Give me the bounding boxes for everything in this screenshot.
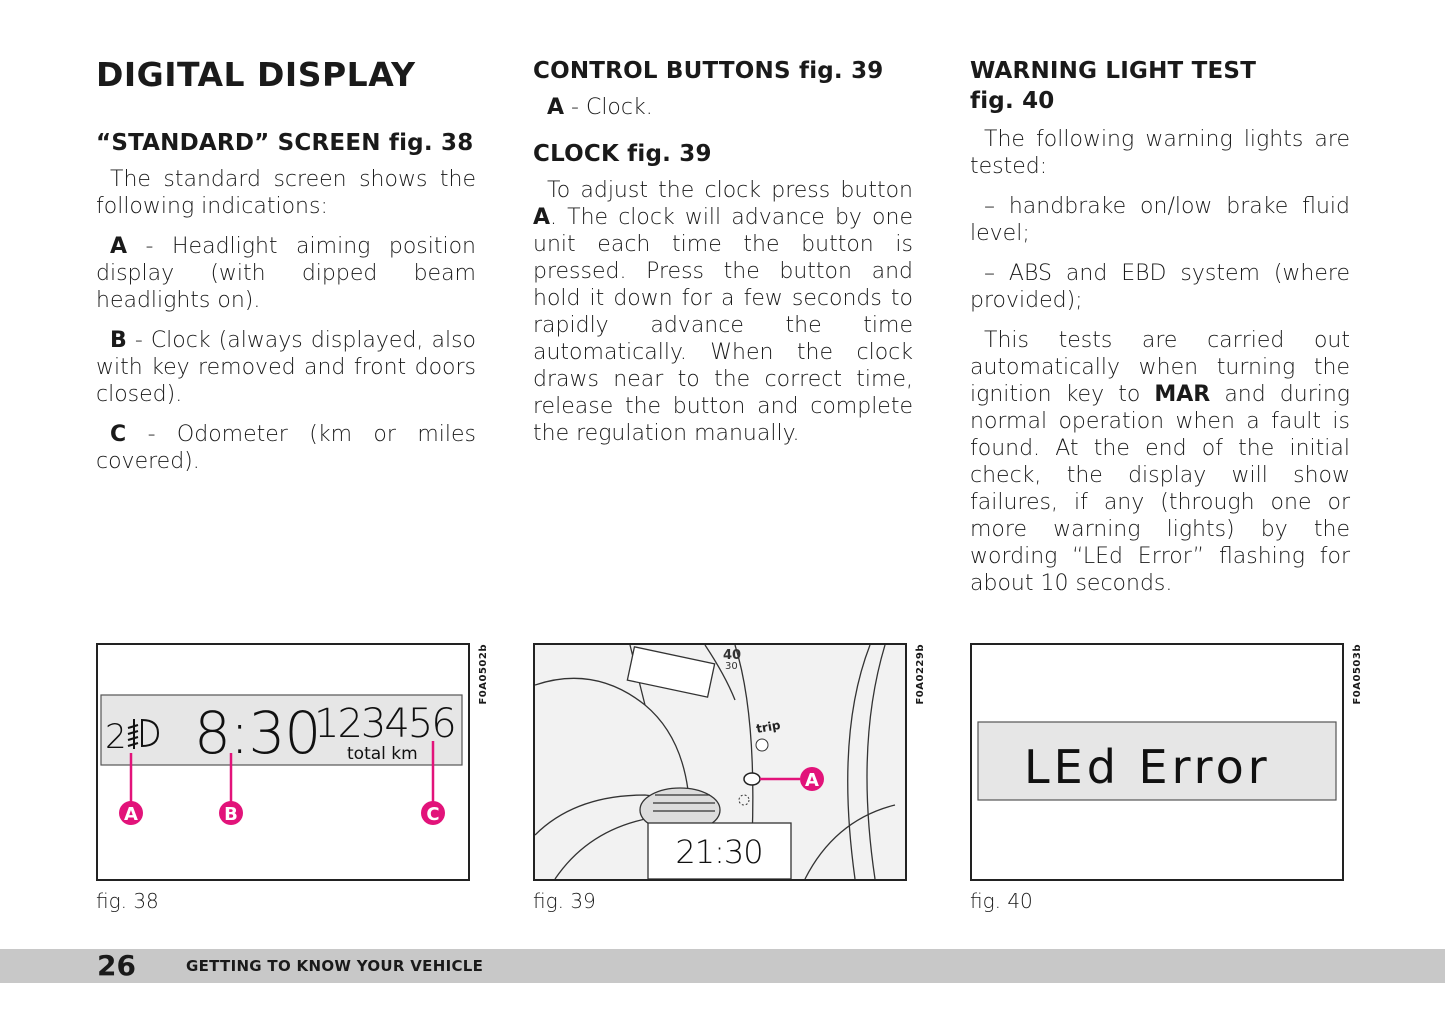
warning-heading-line1: WARNING LIGHT TEST — [970, 58, 1257, 84]
column-control-buttons — [533, 56, 913, 460]
column-warning-light-test — [970, 56, 1350, 610]
gauge-label-40: 40 — [723, 648, 742, 663]
clock-display-value: 21:30 — [675, 833, 763, 871]
figure-39-caption: fig. 39 — [533, 889, 596, 913]
warning-item-handbrake: – handbrake on/low brake fluid level; — [970, 194, 1350, 246]
control-buttons-heading: CONTROL BUTTONS fig. 39 — [533, 58, 884, 84]
warning-paragraph — [970, 327, 1350, 597]
item-a-key: A — [110, 234, 128, 259]
item-b — [96, 327, 476, 408]
odometer-unit: total km — [347, 744, 418, 764]
callout-a-label: A — [124, 804, 138, 825]
clock-button-icon — [744, 773, 760, 785]
warning-light-heading — [970, 56, 1350, 116]
figure-40-drawing — [972, 645, 1342, 879]
page-title: DIGITAL DISPLAY — [96, 55, 416, 94]
figure-38-code: F0A0502b — [478, 644, 489, 705]
control-button-a-key: A — [547, 95, 565, 120]
figure-39-code: F0A0229b — [915, 644, 926, 705]
figure-39 — [533, 643, 907, 881]
clock-para-end: . The clock will advance by one unit each time the button is pressed. Press the button and hold it down for a few seconds to rapidly advance the time automatically. When the clock draws near to the correct time, release the button and complete the regulation manually. — [533, 205, 913, 446]
warning-para-start: This tests are carried out automatically when turning the ignition key to — [970, 328, 1350, 407]
figure-38 — [96, 643, 470, 881]
footer-section-title: GETTING TO KNOW YOUR VEHICLE — [186, 957, 484, 975]
trip-label: trip — [755, 717, 782, 736]
standard-screen-intro: The standard screen shows the following indications: — [96, 167, 476, 219]
headlight-level-value: 2 — [105, 717, 127, 757]
figure-39-drawing — [535, 645, 905, 879]
warning-item-abs: – ABS and EBD system (where provided); — [970, 261, 1350, 313]
warning-para-key: MAR — [1154, 382, 1211, 407]
figure-40-caption: fig. 40 — [970, 889, 1033, 913]
led-error-text: LEd Error — [1024, 740, 1271, 794]
item-c-key: C — [110, 422, 127, 447]
clock-paragraph — [533, 177, 913, 447]
gauge-label-30: 30 — [725, 661, 738, 672]
control-button-a — [533, 94, 913, 121]
item-a — [96, 233, 476, 314]
page-number: 26 — [97, 949, 136, 982]
item-a-text: - Headlight aiming position display (with dipped beam headlights on). — [96, 234, 476, 313]
clock-heading: CLOCK fig. 39 — [533, 141, 712, 167]
callout-b-label: B — [224, 804, 238, 825]
clock-para-start: To adjust the clock press button — [547, 178, 913, 203]
callout-c-label: C — [426, 804, 440, 825]
callout-button-label: A — [805, 770, 819, 791]
column-digital-display — [96, 56, 476, 488]
item-b-text: - Clock (always displayed, also with key removed and front doors closed). — [96, 328, 476, 407]
item-c-text: - Odometer (km or miles covered). — [96, 422, 476, 474]
trip-button-icon — [756, 739, 768, 751]
warning-intro: The following warning lights are tested: — [970, 127, 1350, 179]
odometer-value: 123456 — [314, 701, 455, 747]
figure-40 — [970, 643, 1344, 881]
warning-para-end: and during normal operation when a fault is found. At the end of the initial check, the display will show failures, if any (through one or more warning lights) by the wording “LEd Error” flashing for about 10 seconds. — [970, 382, 1351, 596]
figure-40-code: F0A0503b — [1352, 644, 1363, 705]
item-b-key: B — [110, 328, 127, 353]
figure-38-caption: fig. 38 — [96, 889, 159, 913]
figure-38-drawing — [98, 645, 468, 879]
standard-screen-heading: “STANDARD” SCREEN fig. 38 — [96, 130, 474, 156]
warning-heading-line2: fig. 40 — [970, 88, 1055, 114]
control-button-a-text: - Clock. — [564, 95, 653, 120]
clock-para-key: A — [533, 205, 551, 230]
item-c — [96, 421, 476, 475]
clock-value: 8:30 — [194, 699, 321, 767]
